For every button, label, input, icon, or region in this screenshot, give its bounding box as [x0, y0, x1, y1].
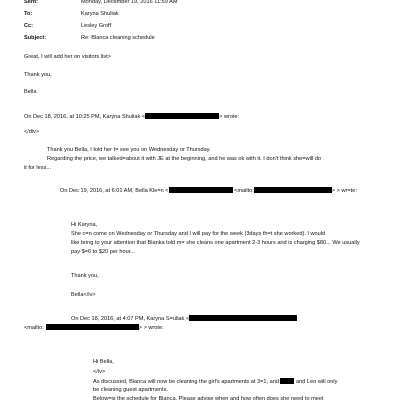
cc-label: Cc: — [24, 23, 34, 29]
quoted-paragraph-3b: be cleaning guest apartments. — [93, 387, 168, 393]
reply-line: Great, I will add her on visitors list> — [24, 54, 111, 60]
quote-header-3 — [71, 315, 297, 323]
quoted-paragraph-1c: it for less... — [24, 165, 52, 171]
reply-closing: Thank you, — [24, 72, 52, 78]
to-value: Karyna Shuliak — [81, 11, 119, 17]
quoted-paragraph-1a: Thank you Bella, I told her t= see you on Wednesday or Thursday. — [47, 147, 211, 153]
cc-value: Lesley Groff — [81, 23, 112, 29]
quote-header-2 — [60, 187, 357, 195]
quoted-paragraph-2c: pay $=6 to $20 per hour... — [71, 249, 135, 255]
quote-header-1-text: On Dec 18, 2016, at 10:25 PM, Karyna Shuliak < — [24, 114, 146, 120]
quote-header-3-mailto: <mailto: — [24, 325, 44, 331]
quoted-paragraph-2b: like bring to your attention that Blanka told m= she cleans one apartment 2-3 hours and is charging $80... We usually — [71, 240, 360, 246]
quoted-paragraph-1b: Regarding the price, we talked=about it with JE at the beginning, and he was ok with it. I don't think she=will do — [47, 156, 322, 162]
quote-header-1-end: > wrote: — [219, 114, 240, 120]
quote-header-2-mailto: <mailto: — [234, 188, 254, 194]
quote-header-2-text: On Dec 19, 2016, at 6:01 AM, Bella Kle=n < — [60, 188, 169, 194]
quoted-paragraph-2a: She c=n come on Wednesday or Thursday and I will pay for the week (3days th=t she worked). I would — [71, 231, 326, 237]
quoted-iv-tag: </iv> — [93, 369, 106, 375]
sent-value: Monday, December 19, 2016 11:59 AM — [81, 0, 178, 5]
sent-label: Sent: — [24, 0, 38, 5]
subject-label: Subject: — [24, 35, 47, 41]
quote-header-3-text: On Dec 18, 2016, at 4:07 PM, Karyna S=uliak < — [71, 316, 190, 322]
quoted-paragraph-3a-end: and Leo will only — [296, 379, 338, 385]
to-label: To: — [24, 11, 33, 17]
quoted-div-tag: </div> — [24, 129, 40, 135]
quoted-paragraph-3c: Below=is the schedule for Blanca. Please advise when and how often does she need to meet — [93, 396, 324, 402]
quoted-greeting-3: Hi Bella, — [93, 359, 114, 365]
quoted-paragraph-3a — [93, 378, 337, 386]
reply-signature: Bella — [24, 89, 37, 95]
quote-header-2-end: > > wr=te: — [331, 188, 357, 194]
redaction-block — [145, 113, 219, 119]
redaction-block — [280, 378, 294, 384]
quote-header-1 — [24, 113, 239, 121]
quoted-greeting: Hi Karyna, — [71, 222, 98, 228]
quoted-closing: Thank you, — [71, 273, 99, 279]
redaction-block — [169, 187, 233, 193]
subject-value: Re: Blanca cleaning schedule — [81, 35, 155, 41]
quoted-paragraph-3a-text: As discussed, Blanca will now be cleaning the girl's apartments at 3=1, and — [93, 379, 279, 385]
quote-header-3-end: > > wrote: — [138, 325, 164, 331]
redaction-block — [46, 324, 139, 330]
quote-header-3-cont — [24, 324, 164, 332]
redaction-block — [189, 315, 297, 321]
redaction-block — [254, 187, 332, 193]
quoted-signature: Bella</iv> — [71, 292, 96, 298]
